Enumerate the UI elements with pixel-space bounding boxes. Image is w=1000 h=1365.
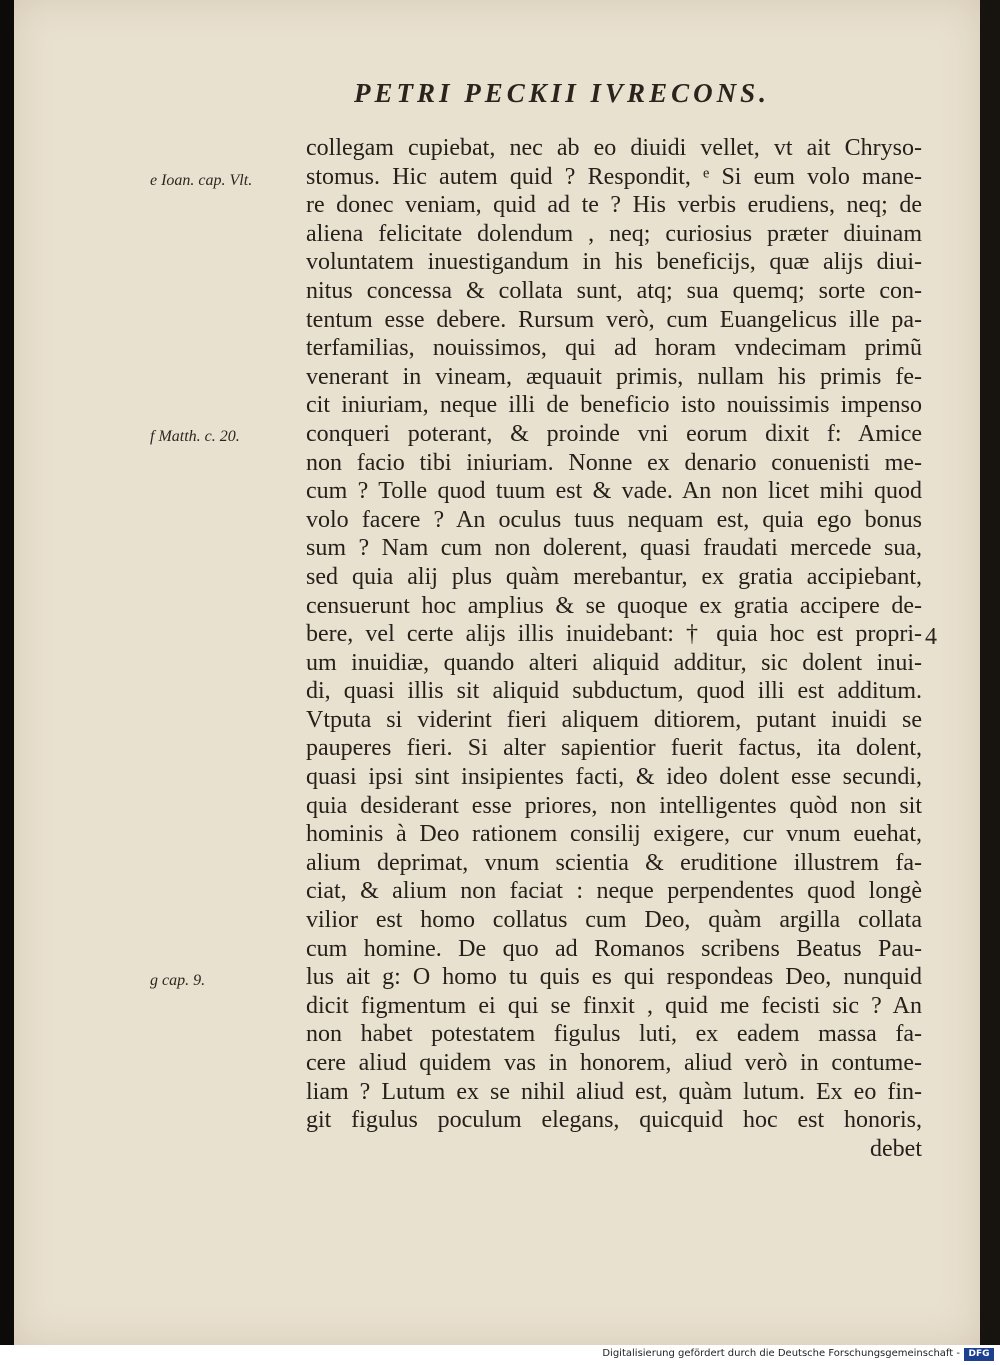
marginal-note: g cap. 9. [150, 972, 206, 989]
text-line: um inuidiæ, quando alteri aliquid additur, sic dolent inui- [306, 649, 922, 676]
text-line: terfamilias, nouissimos, qui ad horam vndecimam primũ [306, 335, 922, 362]
footer-credit: Digitalisierung gefördert durch die Deutsche Forschungsgemeinschaft - [602, 1348, 960, 1359]
scan-edge-strip [980, 0, 1000, 1345]
text-line: git figulus poculum elegans, quicquid hoc est honoris, [306, 1107, 922, 1134]
text-line: quia desiderant esse priores, non intelligentes quòd non sit [306, 792, 922, 819]
text-line: hominis à Deo rationem consilij exigere, cur vnum euehat, [306, 821, 922, 848]
main-text-block [306, 134, 922, 1163]
text-line: censuerunt hoc amplius & se quoque ex gratia accipere de- [306, 592, 922, 619]
text-line: aliena felicitate dolendum , neq; curiosius præter diuinam [306, 220, 922, 247]
marginal-note: f Matth. c. 20. [150, 428, 240, 445]
text-line: non facio tibi iniuriam. Nonne ex denario conuenisti me- [306, 449, 922, 476]
text-line: sed quia alij plus quàm merebantur, ex gratia accipiebant, [306, 563, 922, 590]
text-line: Vtputa si viderint fieri aliquem ditiorem, putant inuidi se [306, 706, 922, 733]
text-line: conqueri poterant, & proinde vni eorum dixit f: Amice [306, 420, 922, 447]
text-line: quasi ipsi sint insipientes facti, & ideo dolent esse secundi, [306, 764, 922, 791]
running-head: PETRI PECKII IVRECONS. [354, 78, 770, 108]
text-line: pauperes fieri. Si alter sapientior fuerit factus, ita dolent, [306, 735, 922, 762]
text-line: cit iniuriam, neque illi de beneficio isto nouissimis impenso [306, 392, 922, 419]
text-line: volo facere ? An oculus tuus nequam est, quia ego bonus [306, 506, 922, 533]
text-line: lus ait g: O homo tu quis es qui respondeas Deo, nunquid [306, 964, 922, 991]
text-line: vilior est homo collatus cum Deo, quàm argilla collata [306, 907, 922, 934]
dfg-logo-icon: DFG [964, 1348, 994, 1361]
text-line: sum ? Nam cum non dolerent, quasi fraudati mercede sua, [306, 535, 922, 562]
text-line: bere, vel certe alijs illis inuidebant: † quia hoc est propri- [306, 621, 922, 648]
text-line: liam ? Lutum ex se nihil aliud est, quàm lutum. Ex eo fin- [306, 1078, 922, 1105]
text-line: di, quasi illis sit aliquid subductum, quod illi est additum. [306, 678, 922, 705]
side-section-number: 4 [925, 624, 937, 650]
catchword: debet [870, 1135, 922, 1162]
text-line: tentum esse debere. Rursum verò, cum Euangelicus ille pa- [306, 306, 922, 333]
text-line: re donec veniam, quid ad te ? His verbis erudiens, neq; de [306, 192, 922, 219]
text-line: cum homine. De quo ad Romanos scribens Beatus Pau- [306, 935, 922, 962]
text-line: alium deprimat, vnum scientia & eruditione illustrem fa- [306, 849, 922, 876]
text-line: stomus. Hic autem quid ? Respondit, ᵉ Si eum volo mane- [306, 163, 922, 190]
text-line: cere aliud quidem vas in honorem, aliud verò in contume- [306, 1050, 922, 1076]
text-line: ciat, & alium non faciat : neque perpendentes quod longè [306, 878, 922, 905]
text-line: nitus concessa & collata sunt, atq; sua quemq; sorte con- [306, 277, 922, 304]
text-line: non habet potestatem figulus luti, ex eadem massa fa- [306, 1021, 922, 1048]
marginal-note: e Ioan. cap. Vlt. [150, 172, 253, 189]
text-line: collegam cupiebat, nec ab eo diuidi vellet, vt ait Chryso- [306, 135, 922, 161]
text-line: cum ? Tolle quod tuum est & vade. An non licet mihi quod [306, 478, 922, 505]
text-line: dicit figmentum ei qui se finxit , quid me fecisti sic ? An [306, 992, 922, 1019]
text-line: voluntatem inuestigandum in his beneficijs, quæ alijs diui- [306, 249, 922, 276]
text-line: venerant in vineam, æquauit primis, nullam his primis fe- [306, 363, 922, 390]
